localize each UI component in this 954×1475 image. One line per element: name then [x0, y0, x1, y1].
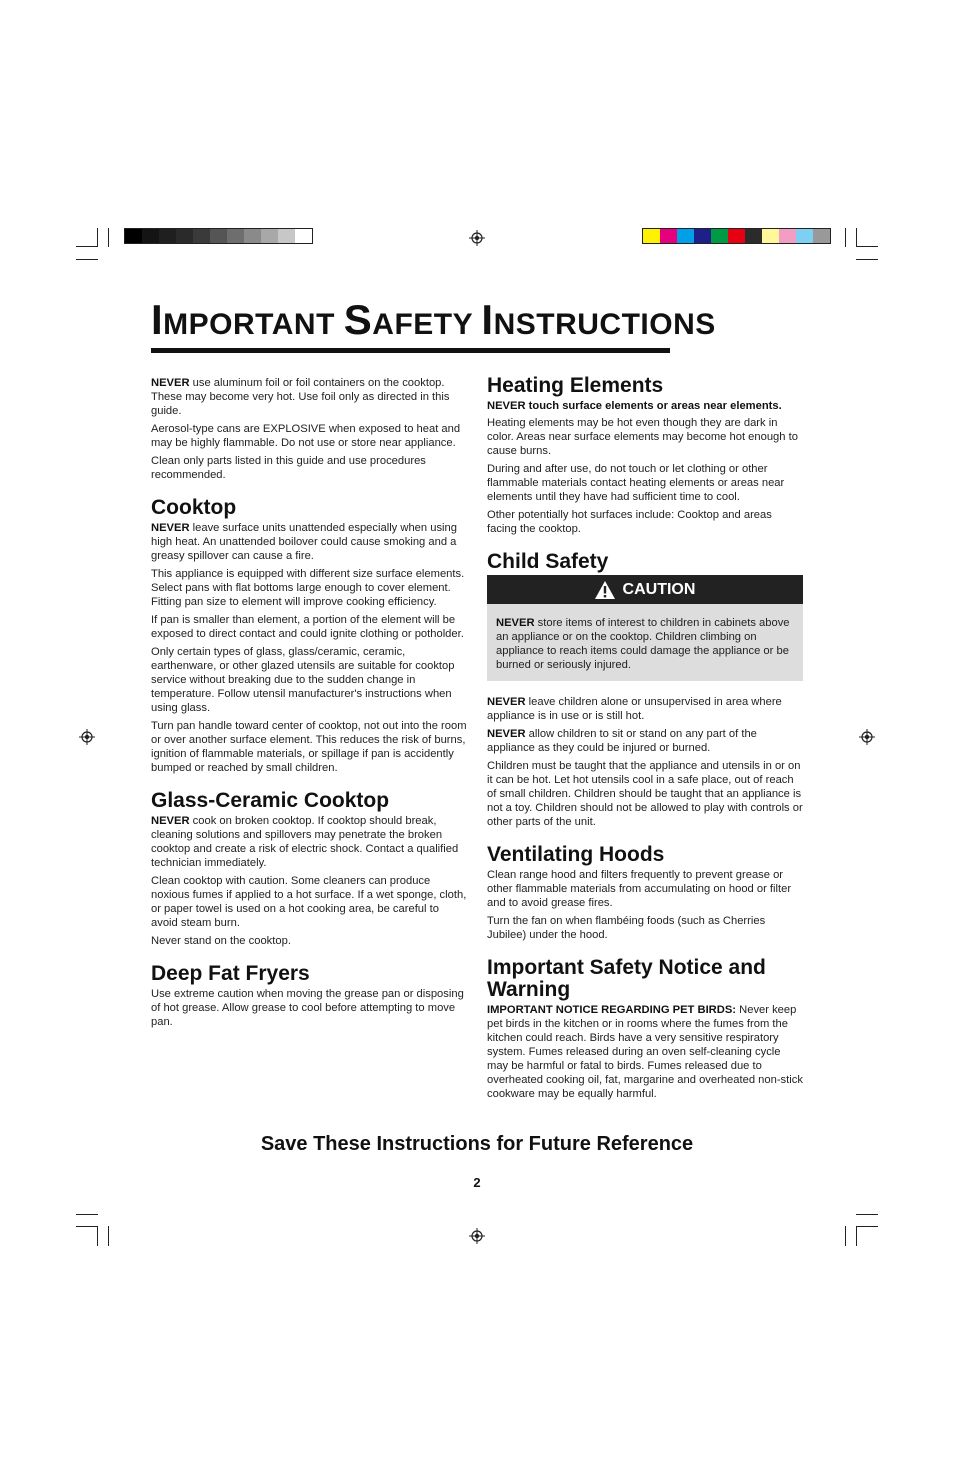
right-column	[487, 375, 803, 1105]
color-swatch	[796, 229, 813, 243]
paragraph: Turn the fan on when flambéing foods (such as Cherries Jubilee) under the hood.	[487, 915, 766, 941]
paragraph: During and after use, do not touch or let clothing or other flammable materials contact heating elements or areas near elements until they have had sufficient time to cool.	[487, 463, 785, 503]
color-swatch	[779, 229, 796, 243]
caution-box	[487, 604, 803, 681]
page-title: IMPORTANT SAFETY INSTRUCTIONS	[151, 296, 716, 343]
child-safety-section	[487, 551, 803, 829]
color-swatch	[295, 229, 312, 243]
color-swatch	[762, 229, 779, 243]
process-color-bar	[642, 228, 831, 244]
color-swatch	[711, 229, 728, 243]
paragraph: Never stand on the cooktop.	[151, 935, 291, 947]
paragraph: IMPORTANT NOTICE REGARDING PET BIRDS: Never keep pet birds in the kitchen or in rooms where the fumes from the kitchen could reach. Birds have a very sensitive respiratory system. Fumes released during an oven self-cleaning cycle may be harmful or fatal to birds. Fumes released due to overheated cooking oil, fat, margarine and overheated non-stick cookware may be equally harmful.	[487, 1004, 803, 1100]
paragraph: NEVER leave children alone or unsupervised in area where appliance is in use or is still hot.	[487, 696, 782, 722]
color-swatch	[142, 229, 159, 243]
color-swatch	[643, 229, 660, 243]
paragraph: NEVER use aluminum foil or foil containers on the cooktop. These may become very hot. Use foil only as directed in this guide.	[151, 377, 450, 417]
glass-ceramic-section	[151, 790, 467, 948]
paragraph: If pan is smaller than element, a portion of the element will be exposed to direct contact and could ignite clothing or potholder.	[151, 614, 464, 640]
paragraph: Aerosol-type cans are EXPLOSIVE when exposed to heat and may be highly flammable. Do not use or store near appliance.	[151, 423, 461, 449]
paragraph: Children must be taught that the appliance and utensils in or on it can be hot. Let hot utensils cool in a safe place, out of reach of small children. Children should be taught that an appliance is not a toy. Children should not be allowed to play with controls or other parts of the unit.	[487, 760, 803, 828]
paragraph: Use extreme caution when moving the grease pan or disposing of hot grease. Allow grease to cool before attempting to move pan.	[151, 988, 464, 1028]
section-heading: Cooktop	[151, 496, 237, 519]
lead-warning: NEVER touch surface elements or areas near elements.	[487, 400, 782, 412]
color-swatch	[193, 229, 210, 243]
registration-mark-icon	[469, 1228, 485, 1244]
caution-label: CAUTION	[622, 580, 696, 598]
grayscale-color-bar	[124, 228, 313, 244]
color-swatch	[227, 229, 244, 243]
warning-triangle-icon	[595, 581, 615, 599]
cooktop-section	[151, 497, 467, 775]
color-swatch	[176, 229, 193, 243]
color-swatch	[244, 229, 261, 243]
paragraph: Turn pan handle toward center of cooktop, not out into the room or over another surface element. This reduces the risk of burns, ignition of flammable materials, or spillage if pan is accidently bumped or reached by small children.	[151, 720, 467, 774]
color-swatch	[745, 229, 762, 243]
color-swatch	[125, 229, 142, 243]
ventilating-hoods-section	[487, 844, 803, 942]
page-number: 2	[473, 1175, 481, 1190]
color-swatch	[694, 229, 711, 243]
left-column	[151, 376, 467, 1033]
paragraph: NEVER allow children to sit or stand on any part of the appliance as they could be injured or burned.	[487, 728, 757, 754]
safety-notice-section	[487, 957, 803, 1101]
section-heading: Glass-Ceramic Cooktop	[151, 789, 390, 812]
paragraph: Clean only parts listed in this guide and use procedures recommended.	[151, 455, 426, 481]
registration-mark-icon	[859, 729, 875, 745]
paragraph: NEVER cook on broken cooktop. If cooktop should break, cleaning solutions and spillovers may penetrate the broken cooktop and create a risk of electric shock. Contact a qualified technician immediately.	[151, 815, 459, 869]
paragraph: NEVER store items of interest to children in cabinets above an appliance or on the cooktop. Children climbing on appliance to reach items could damage the appliance or be burned or seriously injured.	[496, 617, 790, 671]
paragraph: Other potentially hot surfaces include: Cooktop and areas facing the cooktop.	[487, 509, 772, 535]
section-heading: Ventilating Hoods	[487, 843, 665, 866]
section-heading: Deep Fat Fryers	[151, 962, 310, 985]
registration-mark-icon	[469, 230, 485, 246]
color-swatch	[660, 229, 677, 243]
deep-fat-fryers-section	[151, 963, 467, 1029]
registration-mark-icon	[79, 729, 95, 745]
color-swatch	[677, 229, 694, 243]
color-swatch	[159, 229, 176, 243]
paragraph: Heating elements may be hot even though they are dark in color. Areas near surface elements may become hot enough to cause burns.	[487, 417, 798, 457]
heating-elements-section	[487, 375, 803, 536]
color-swatch	[728, 229, 745, 243]
paragraph: Only certain types of glass, glass/ceramic, ceramic, earthenware, or other glazed utensils are suitable for cooktop service without breaking due to the sudden change in temperature. Follow utensil manufacturer's instructions when using glass.	[151, 646, 455, 714]
paragraph: This appliance is equipped with different size surface elements. Select pans with flat bottoms large enough to cover element. Fitting pan size to element will improve cooking efficiency.	[151, 568, 465, 608]
color-swatch	[278, 229, 295, 243]
color-swatch	[261, 229, 278, 243]
color-swatch	[813, 229, 830, 243]
title-rule	[151, 348, 670, 353]
section-heading: Important Safety Notice and Warning	[487, 956, 766, 1001]
paragraph: Clean cooktop with caution. Some cleaners can produce noxious fumes if applied to a hot surface. If a wet sponge, cloth, or paper towel is used on a hot cooking area, be careful to avoid steam burn.	[151, 875, 467, 929]
intro-section	[151, 376, 467, 482]
section-heading: Child Safety	[487, 550, 609, 573]
section-heading: Heating Elements	[487, 374, 664, 397]
caution-banner	[487, 575, 803, 604]
color-swatch	[210, 229, 227, 243]
paragraph: NEVER leave surface units unattended especially when using high heat. An unattended boilover could cause smoking and a greasy spillover can cause a fire.	[151, 522, 457, 562]
save-instructions-banner: Save These Instructions for Future Reference	[260, 1133, 694, 1155]
paragraph: Clean range hood and filters frequently to prevent grease or other flammable materials from accumulating on hood or filter and to avoid grease fires.	[487, 869, 792, 909]
